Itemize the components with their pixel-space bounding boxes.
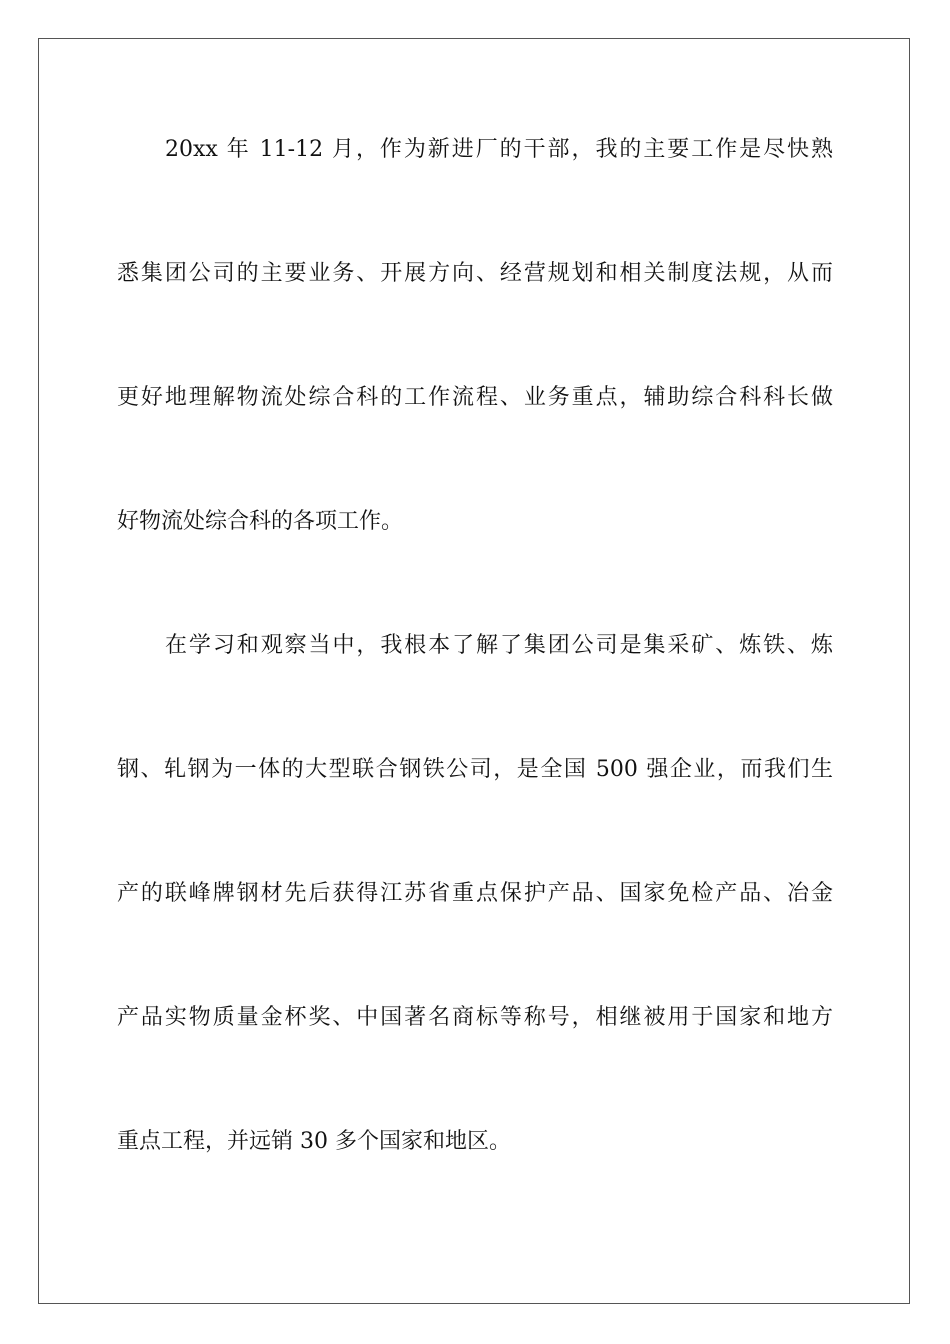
paragraph-1-line-4: 好物流处综合科的各项工作。 (117, 509, 404, 534)
paragraph-1-line-2: 悉集团公司的主要业务、开展方向、经营规划和相关制度法规，从而 (117, 261, 833, 286)
paragraph-2-line-4: 产品实物质量金杯奖、中国著名商标等称号，相继被用于国家和地方 (117, 1005, 833, 1030)
paragraph-1-line-3: 更好地理解物流处综合科的工作流程、业务重点，辅助综合科科长做 (117, 385, 833, 410)
paragraph-1-line-1: 20xx 年 11-12 月，作为新进厂的干部，我的主要工作是尽快熟 (165, 137, 833, 162)
paragraph-2-line-1: 在学习和观察当中，我根本了解了集团公司是集采矿、炼铁、炼 (165, 633, 833, 658)
page-border (38, 38, 910, 1304)
paragraph-2-line-5: 重点工程，并远销 30 多个国家和地区。 (117, 1129, 511, 1154)
paragraph-2-line-3: 产的联峰牌钢材先后获得江苏省重点保护产品、国家免检产品、冶金 (117, 881, 833, 906)
paragraph-2-line-2: 钢、轧钢为一体的大型联合钢铁公司，是全国 500 强企业，而我们生 (117, 757, 833, 782)
